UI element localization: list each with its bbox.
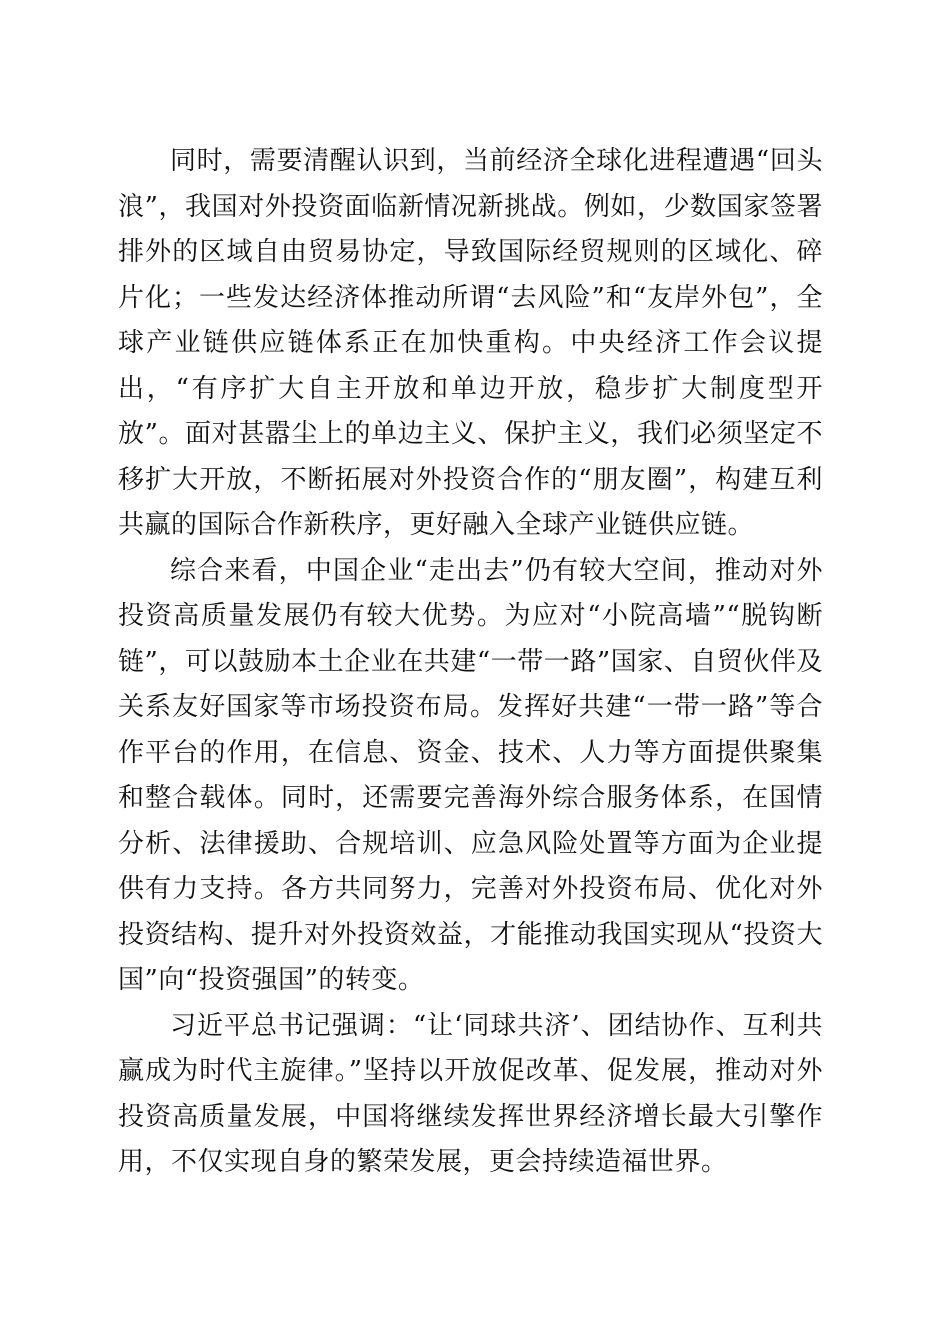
paragraph-1: 同时，需要清醒认识到，当前经济全球化进程遭遇“回头浪”，我国对外投资面临新情况新挑战。例如，少数国家签署排外的区域自由贸易协定，导致国际经贸规则的区域化、碎片化；一些发达经济体推动所谓“去风险”和“友岸外包”，全球产业链供应链体系正在加快重构。中央经济工作会议提出，“有序扩大自主开放和单边开放，稳步扩大制度型开放”。面对甚嚣尘上的单边主义、保护主义，我们必须坚定不移扩大开放，不断拓展对外投资合作的“朋友圈”，构建互利共赢的国际合作新秩序，更好融入全球产业链供应链。 — [118, 146, 823, 540]
article-body — [118, 139, 823, 1186]
paragraph-2: 综合来看，中国企业“走出去”仍有较大空间，推动对外投资高质量发展仍有较大优势。为应对“小院高墙”“脱钩断链”，可以鼓励本土企业在共建“一带一路”国家、自贸伙伴及关系友好国家等市场投资布局。发挥好共建“一带一路”等合作平台的作用，在信息、资金、技术、人力等方面提供聚集和整合载体。同时，还需要完善海外综合服务体系，在国情分析、法律援助、合规培训、应急风险处置等方面为企业提供有力支持。各方共同努力，完善对外投资布局、优化对外投资结构、提升对外投资效益，才能推动我国实现从“投资大国”向“投资强国”的转变。 — [118, 555, 823, 995]
paragraph-3: 习近平总书记强调：“让‘同球共济’、团结协作、互利共赢成为时代主旋律。”坚持以开放促改革、促发展，推动对外投资高质量发展，中国将继续发挥世界经济增长最大引擎作用，不仅实现自身的繁荣发展，更会持续造福世界。 — [118, 1010, 823, 1177]
